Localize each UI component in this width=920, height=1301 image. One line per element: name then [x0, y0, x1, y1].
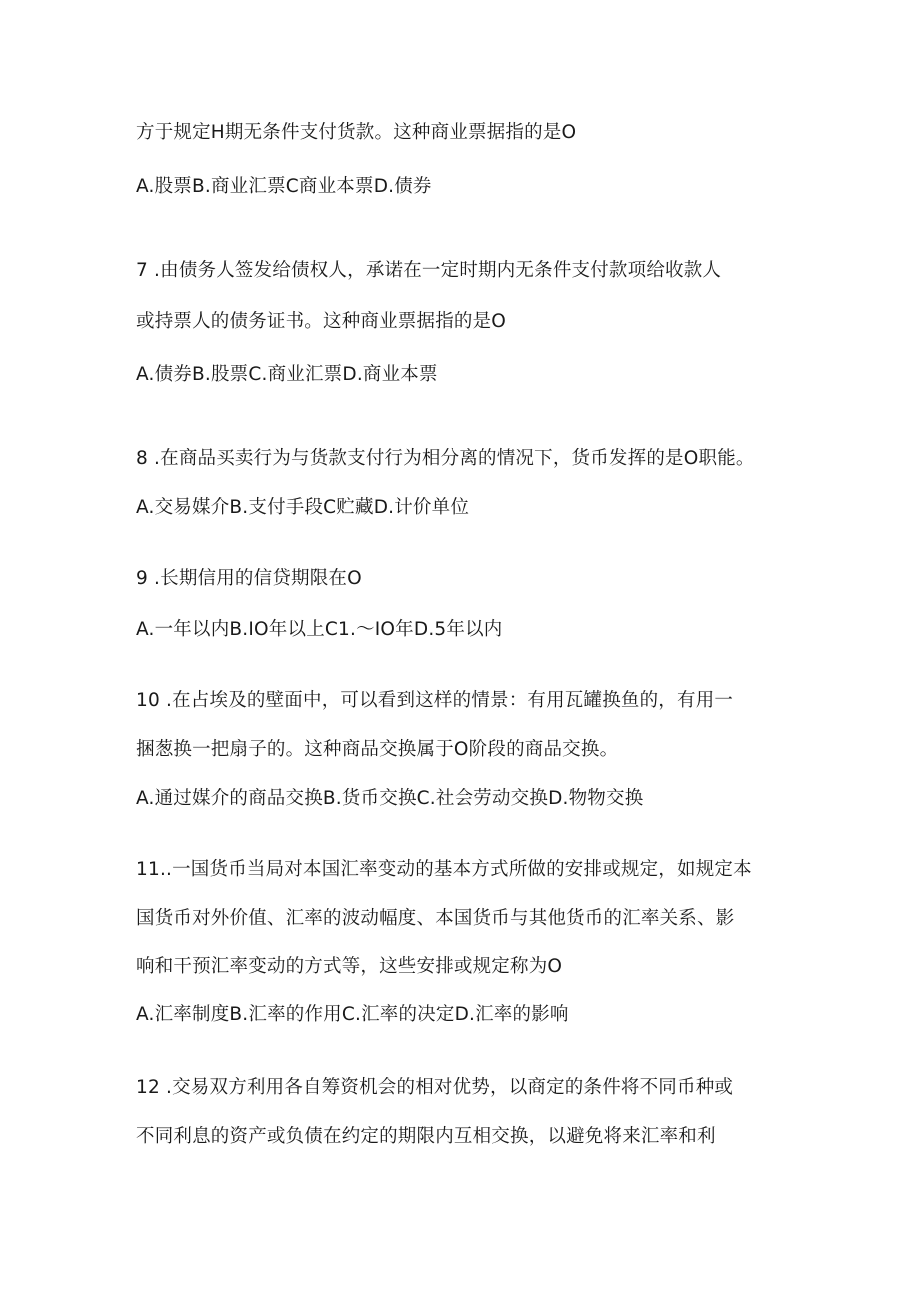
- question-7-stem-line-1: 7 .由债务人签发给债权人，承诺在一定时期内无条件支付款项给收款人: [136, 260, 722, 281]
- question-11-stem-line-1: 11..一国货币当局对本国汇率变动的基本方式所做的安排或规定，如规定本: [136, 859, 752, 880]
- question-9-options: A.一年以内B.IO年以上C1.～IO年D.5年以内: [136, 619, 503, 640]
- question-11-options: A.汇率制度B.汇率的作用C.汇率的决定D.汇率的影响: [136, 1004, 569, 1025]
- question-11-stem-line-3: 响和干预汇率变动的方式等，这些安排或规定称为O: [136, 956, 563, 977]
- question-12-stem-line-2: 不同利息的资产或负债在约定的期限内互相交换，以避免将来汇率和利: [136, 1126, 716, 1147]
- question-8-stem: 8 .在商品买卖行为与货款支付行为相分离的情况下，货币发挥的是O职能。: [136, 448, 755, 469]
- question-10-stem-line-1: 10 .在占埃及的壁面中，可以看到这样的情景：有用瓦罐换鱼的，有用一: [136, 690, 734, 711]
- question-11-stem-line-2: 国货币对外价值、汇率的波动幅度、本国货币与其他货币的汇率关系、影: [136, 908, 735, 929]
- question-7-options: A.债券B.股票C.商业汇票D.商业本票: [136, 364, 438, 385]
- question-10-options: A.通过媒介的商品交换B.货币交换C.社会劳动交换D.物物交换: [136, 788, 644, 809]
- question-7-stem-line-2: 或持票人的债务证书。这种商业票据指的是O: [136, 311, 507, 332]
- question-6-options: A.股票B.商业汇票C商业本票D.债券: [136, 176, 432, 197]
- question-10-stem-line-2: 捆葱换一把扇子的。这种商品交换属于O阶段的商品交换。: [136, 739, 619, 760]
- question-8-options: A.交易媒介B.支付手段C贮藏D.计价单位: [136, 497, 470, 518]
- question-6-stem-continued: 方于规定H期无条件支付货款。这种商业票据指的是O: [136, 122, 577, 143]
- question-9-stem: 9 .长期信用的信贷期限在O: [136, 568, 362, 589]
- question-12-stem-line-1: 12 .交易双方利用各自筹资机会的相对优势，以商定的条件将不同币种或: [136, 1077, 734, 1098]
